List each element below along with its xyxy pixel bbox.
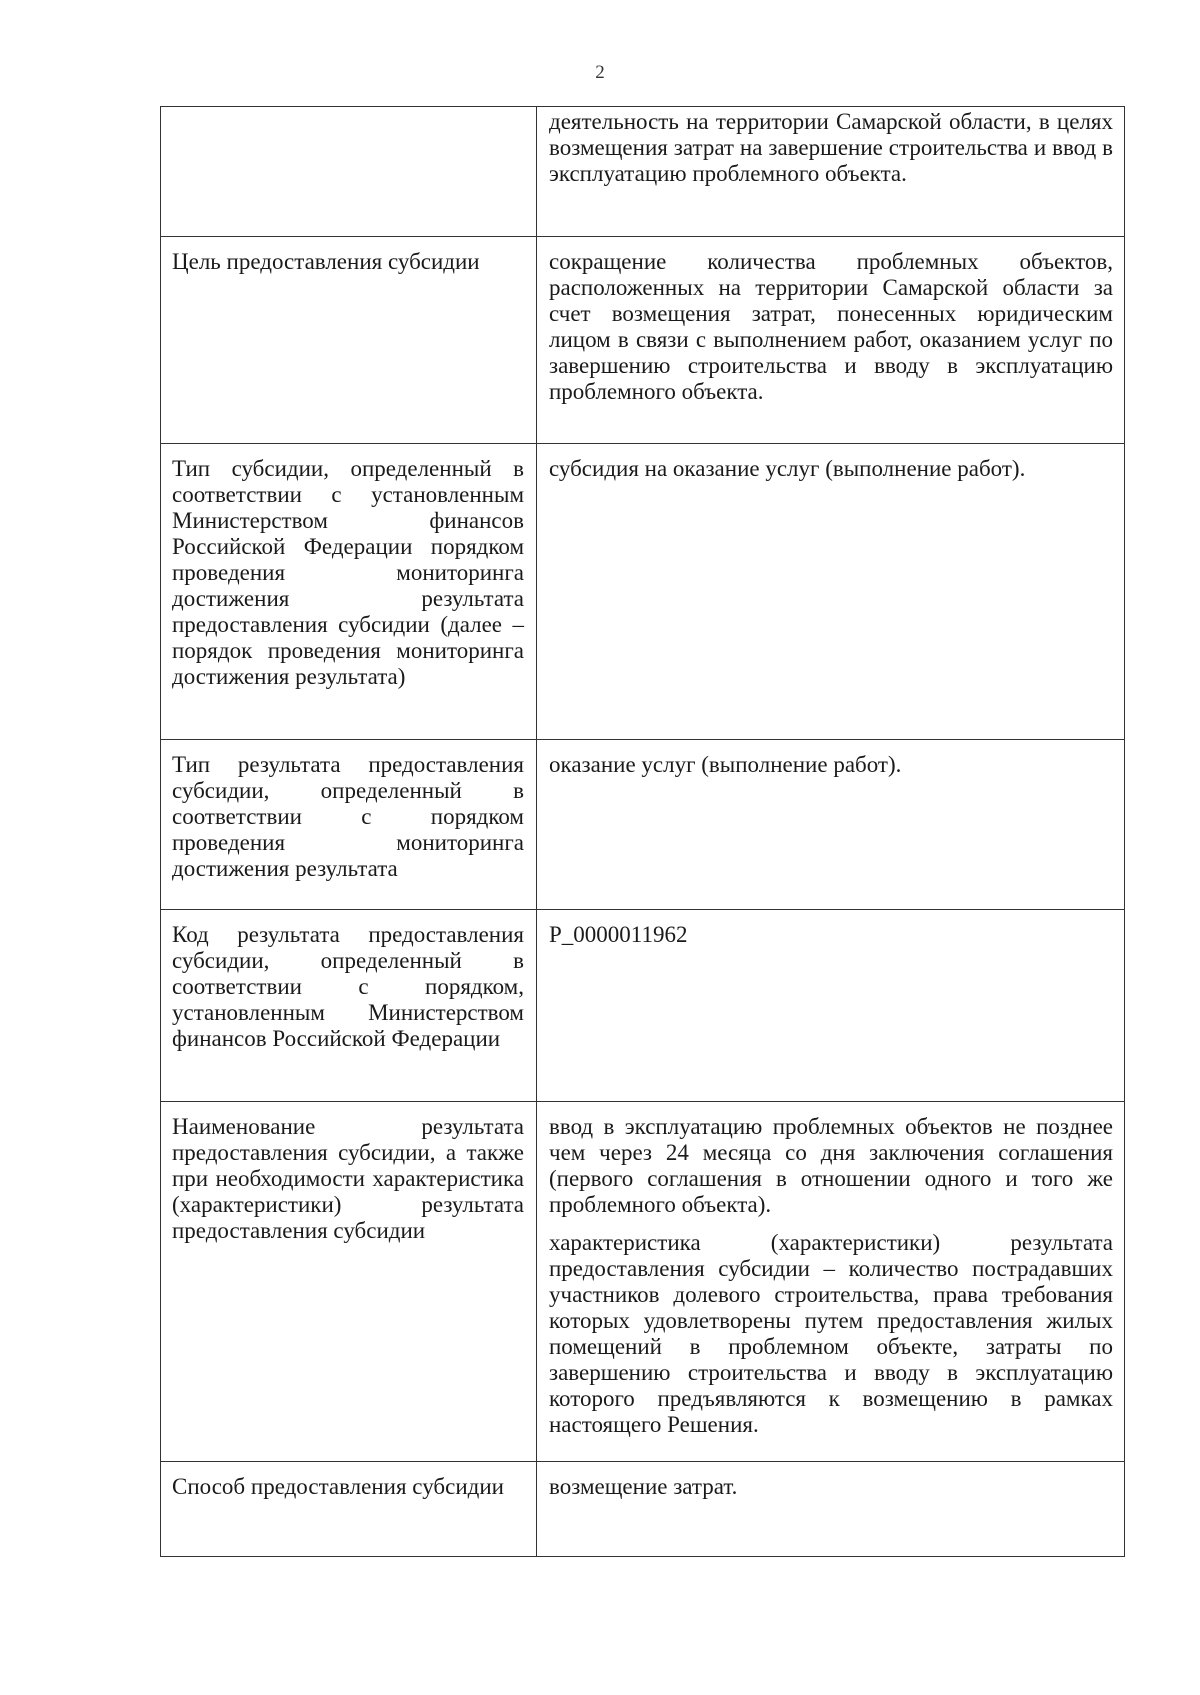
row-value	[537, 237, 1125, 444]
row-value	[537, 444, 1125, 740]
row-value	[537, 1462, 1125, 1557]
row-label: Цель предоставления субсидии	[161, 237, 537, 444]
row-value-paragraph: ввод в эксплуатацию проблемных объектов не позднее чем через 24 месяца со дня заключения соглашения (первого соглашения в отношении одного и того же проблемного объекта).	[549, 1114, 1113, 1217]
row-value-paragraph: оказание услуг (выполнение работ).	[549, 752, 902, 777]
row-value-paragraph: характеристика (характеристики) результата предоставления субсидии – количество пострадавших участников долевого строительства, права требования которых удовлетворены путем предоставления жилых помещений в проблемном объекте, затраты по завершению строительства и вводу в эксплуатацию которого предъявляются к возмещению в рамках настоящего Решения.	[549, 1230, 1113, 1437]
row-value	[537, 1102, 1125, 1462]
table-row	[161, 1102, 1125, 1462]
row-value-paragraph: возмещение затрат.	[549, 1474, 738, 1499]
row-value-paragraph: субсидия на оказание услуг (выполнение работ).	[549, 456, 1026, 481]
subsidy-parameters-table	[160, 106, 1125, 1557]
row-value	[537, 740, 1125, 910]
table-row	[161, 237, 1125, 444]
table-row	[161, 740, 1125, 910]
table-row	[161, 1462, 1125, 1557]
row-value	[537, 910, 1125, 1102]
table-row	[161, 107, 1125, 237]
row-label: Тип субсидии, определенный в соответствии с установленным Министерством финансов Российской Федерации порядком проведения мониторинга достижения результата предоставления субсидии (далее – порядок проведения мониторинга достижения результата)	[161, 444, 537, 740]
row-label: Способ предоставления субсидии	[161, 1462, 537, 1557]
row-value-paragraph: деятельность на территории Самарской области, в целях возмещения затрат на завершение строительства и ввод в эксплуатацию проблемного объекта.	[549, 109, 1113, 186]
row-label: Наименование результата предоставления субсидии, а также при необходимости характеристика (характеристики) результата предоставления субсидии	[161, 1102, 537, 1462]
row-label: Тип результата предоставления субсидии, определенный в соответствии с порядком проведения мониторинга достижения результата	[161, 740, 537, 910]
row-label: Код результата предоставления субсидии, определенный в соответствии с порядком, установленным Министерством финансов Российской Федерации	[161, 910, 537, 1102]
page-number: 2	[595, 62, 605, 83]
row-value-paragraph: P_0000011962	[549, 922, 688, 947]
row-label	[161, 107, 537, 237]
row-value-paragraph: сокращение количества проблемных объектов, расположенных на территории Самарской области за счет возмещения затрат, понесенных юридическим лицом в связи с выполнением работ, оказанием услуг по завершению строительства и вводу в эксплуатацию проблемного объекта.	[549, 249, 1113, 404]
table-row	[161, 910, 1125, 1102]
row-value	[537, 107, 1125, 237]
table-row	[161, 444, 1125, 740]
